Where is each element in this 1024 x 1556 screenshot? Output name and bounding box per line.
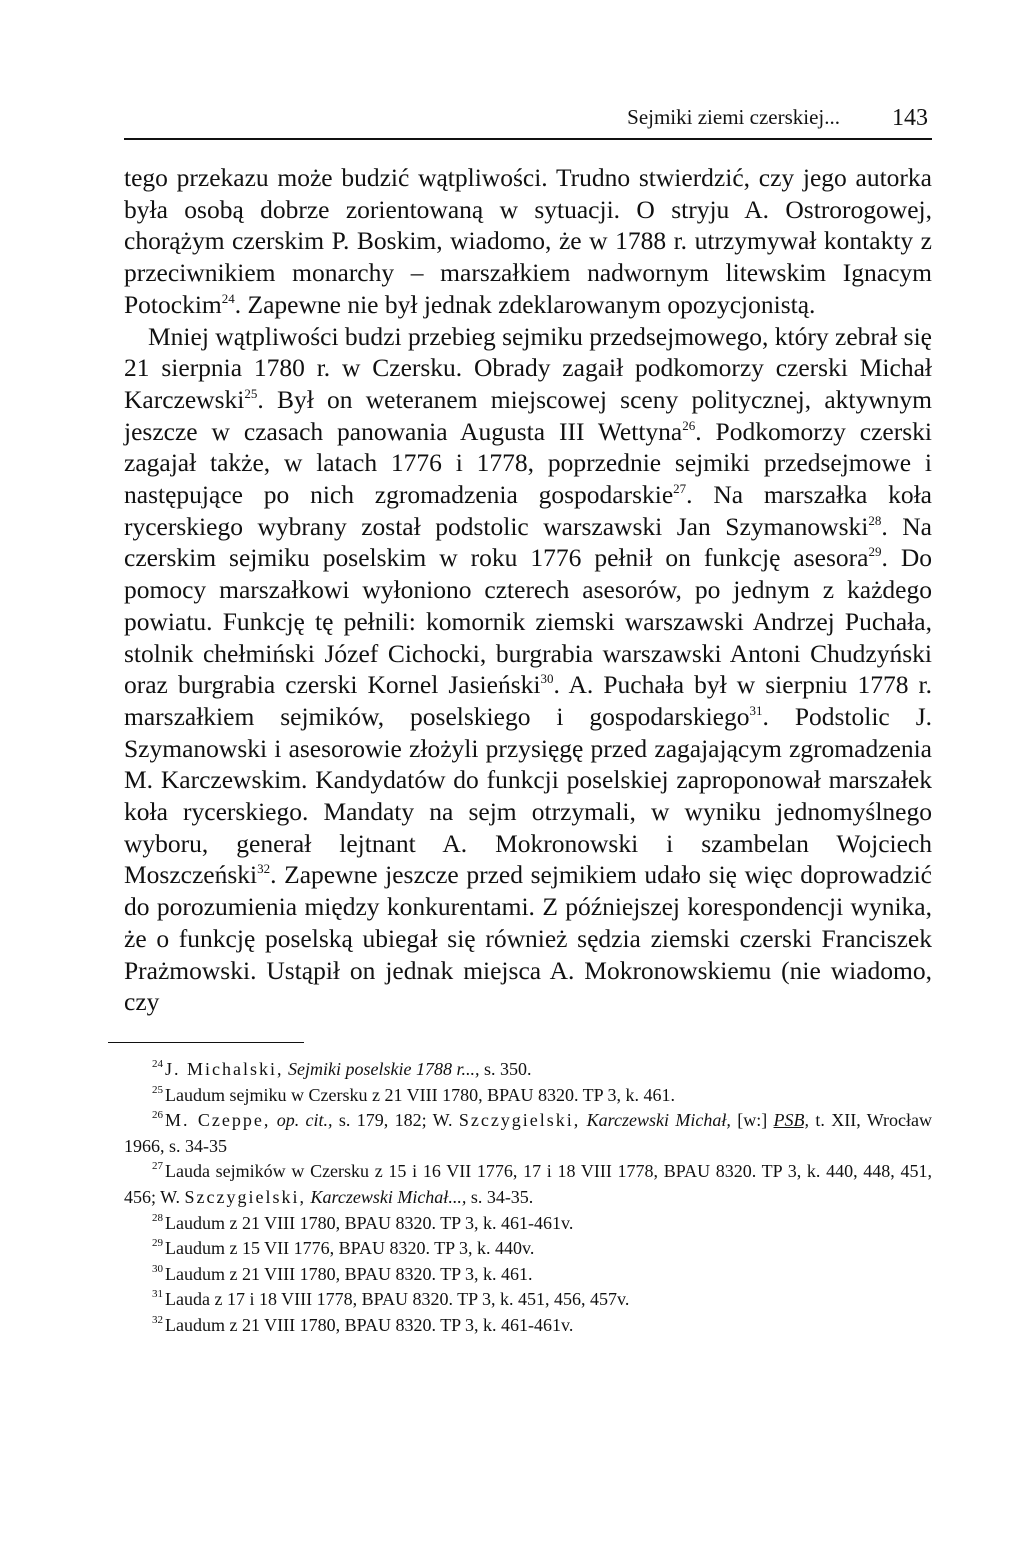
- text-run: . A. Puchała był w sierpniu 1778 r. marszałkiem sejmików, poselskiego i gospodarskiego: [124, 670, 932, 731]
- footnote-title: Karczewski Michał,: [586, 1110, 731, 1131]
- footnote-text: Laudum z 21 VIII 1780, BPAU 8320. TP 3, k. 461-461v.: [165, 1314, 574, 1335]
- footnote-title: Sejmiki poselskie 1788 r...,: [288, 1058, 480, 1079]
- main-text: [124, 162, 932, 1018]
- footnote-ref: 30: [540, 671, 554, 687]
- running-title: Sejmiki ziemi czerskiej...: [627, 105, 840, 129]
- footnote-text: s. 34-35.: [466, 1186, 534, 1207]
- footnote-text: Laudum z 15 VII 1776, BPAU 8320. TP 3, k. 440v.: [165, 1238, 535, 1259]
- paragraph-1: [124, 162, 932, 321]
- footnote-ref: 29: [868, 544, 882, 560]
- footnote-26: [124, 1108, 932, 1159]
- footnote-number: 32: [152, 1313, 163, 1326]
- footnote-text: Laudum sejmiku w Czersku z 21 VIII 1780, BPAU 8320. TP 3, k. 461.: [165, 1084, 675, 1105]
- footnote-number: 25: [152, 1083, 163, 1096]
- footnote-ref: 32: [257, 861, 271, 877]
- footnote-number: 24: [152, 1057, 163, 1070]
- text-run: . Był on weteranem miejscowej sceny politycznej, aktywnym jeszcze w czasach panowania Augusta III Wettyna: [124, 384, 932, 446]
- footnote-cit: op. cit.,: [276, 1110, 333, 1131]
- text-run: . Do pomocy marszałkowi wyłoniono czterech asesorów, po jednym z każdego powiatu. Funkcję tę pełnili: komornik ziemski warszawski Andrzej Puchała, stolnik chełmiński Józef Cichocki, burgrabia warszawski Antoni Chudzyński oraz burgrabia czerski Kornel Jasieński: [124, 543, 932, 700]
- footnote-title: PSB,: [773, 1110, 810, 1131]
- footnote-number: 28: [152, 1211, 163, 1224]
- footnote-ref: 25: [244, 385, 258, 401]
- footnote-text: Lauda z 17 i 18 VIII 1778, BPAU 8320. TP 3, k. 451, 456, 457v.: [165, 1289, 630, 1310]
- footnote-text: Laudum z 21 VIII 1780, BPAU 8320. TP 3, k. 461.: [165, 1263, 533, 1284]
- footnote-32: [124, 1313, 932, 1339]
- text-run: . Podstolic J. Szymanowski i asesorowie złożyli przysięgę przed zagajającym zgromadzenia M. Karczewskim. Kandydatów do funkcji poselskiej zaproponował marszałek koła rycerskiego. Mandaty na sejm otrzymali, w wyniku jednomyślnego wyboru, generał lejtnant A. Mokronowski i szambelan Wojciech Moszczeński: [124, 701, 932, 890]
- text-run: . Na czerskim sejmiku poselskim w roku 1776 pełnił on funkcję asesora: [124, 511, 932, 573]
- footnote-31: [124, 1287, 932, 1313]
- footnote-title: Karczewski Michał...,: [310, 1186, 467, 1207]
- text-run: . Na marszałka koła rycerskiego wybrany został podstolic warszawski Jan Szymanowski: [124, 480, 932, 541]
- footnote-number: 29: [152, 1237, 163, 1250]
- footnote-number: 26: [152, 1109, 163, 1122]
- page: [124, 98, 932, 1339]
- footnote-25: [124, 1083, 932, 1109]
- footnote-text: Lauda sejmików w Czersku z 15 i 16 VII 1776, 17 i 18 VIII 1778, BPAU 8320. TP 3, k. 440, 448, 451, 456; W.: [124, 1161, 932, 1207]
- footnote-author: Szczygielski,: [458, 1110, 581, 1131]
- footnote-28: [124, 1211, 932, 1237]
- footnote-number: 30: [152, 1262, 163, 1275]
- footnote-29: [124, 1236, 932, 1262]
- footnote-author: J. Michalski,: [165, 1058, 284, 1079]
- footnote-text: t. XII, Wrocław 1966, s. 34-35: [124, 1110, 933, 1156]
- footnote-24: [124, 1057, 932, 1083]
- footnote-author: Szczygielski,: [184, 1186, 306, 1207]
- footnote-ref: 31: [749, 702, 763, 718]
- footnote-text: s. 350.: [479, 1058, 532, 1079]
- paragraph-2: [124, 321, 932, 1018]
- footnote-separator: [108, 1042, 304, 1043]
- text-run: . Podkomorzy czerski zagajał także, w latach 1776 i 1778, poprzednie sejmiki przedsejmowe i następujące po nich zgromadzenia gospodarskie: [124, 416, 932, 510]
- footnote-30: [124, 1262, 932, 1288]
- footnote-ref: 26: [682, 417, 696, 433]
- footnote-ref: 24: [221, 290, 235, 306]
- footnote-text: [w:]: [737, 1110, 774, 1131]
- text-run: tego przekazu może budzić wątpliwości. Trudno stwierdzić, czy jego autorka była osobą dobrze zorientowaną w sytuacji. O stryju A. Ostrorogowej, chorążym czerskim P. Boskim, wiadomo, że w 1788 r. utrzymywał kontakty z przeciwnikiem monarchy – marszałkiem nadwornym litewskim Ignacym Potockim: [124, 163, 932, 319]
- footnote-ref: 27: [673, 481, 687, 497]
- footnote-number: 27: [152, 1160, 163, 1173]
- text-run: . Zapewne jeszcze przed sejmikiem udało się więc doprowadzić do porozumienia między konkurentami. Z późniejszej korespondencji wynika, że o funkcję poselską ubiegał się również sędzia ziemski czerski Franciszek Prażmowski. Ustąpił on jednak miejsca A. Mokronowskiemu (nie wiadomo, czy: [124, 860, 932, 1017]
- footnote-ref: 28: [868, 512, 882, 528]
- footnote-27: [124, 1159, 932, 1210]
- running-header: [124, 98, 932, 140]
- footnote-text: Laudum z 21 VIII 1780, BPAU 8320. TP 3, k. 461-461v.: [165, 1212, 574, 1233]
- text-run: . Zapewne nie był jednak zdeklarowanym opozycjonistą.: [234, 289, 816, 319]
- footnote-author: M. Czeppe,: [165, 1110, 271, 1131]
- text-run: Mniej wątpliwości budzi przebieg sejmiku przedsejmowego, który zebrał się 21 sierpnia 1780 r. w Czersku. Obrady zagaił podkomorzy czerski Michał Karczewski: [124, 321, 932, 414]
- footnotes: [124, 1057, 932, 1339]
- footnote-number: 31: [152, 1288, 163, 1301]
- footnote-text: s. 179, 182; W.: [332, 1110, 459, 1131]
- page-number: 143: [892, 105, 928, 131]
